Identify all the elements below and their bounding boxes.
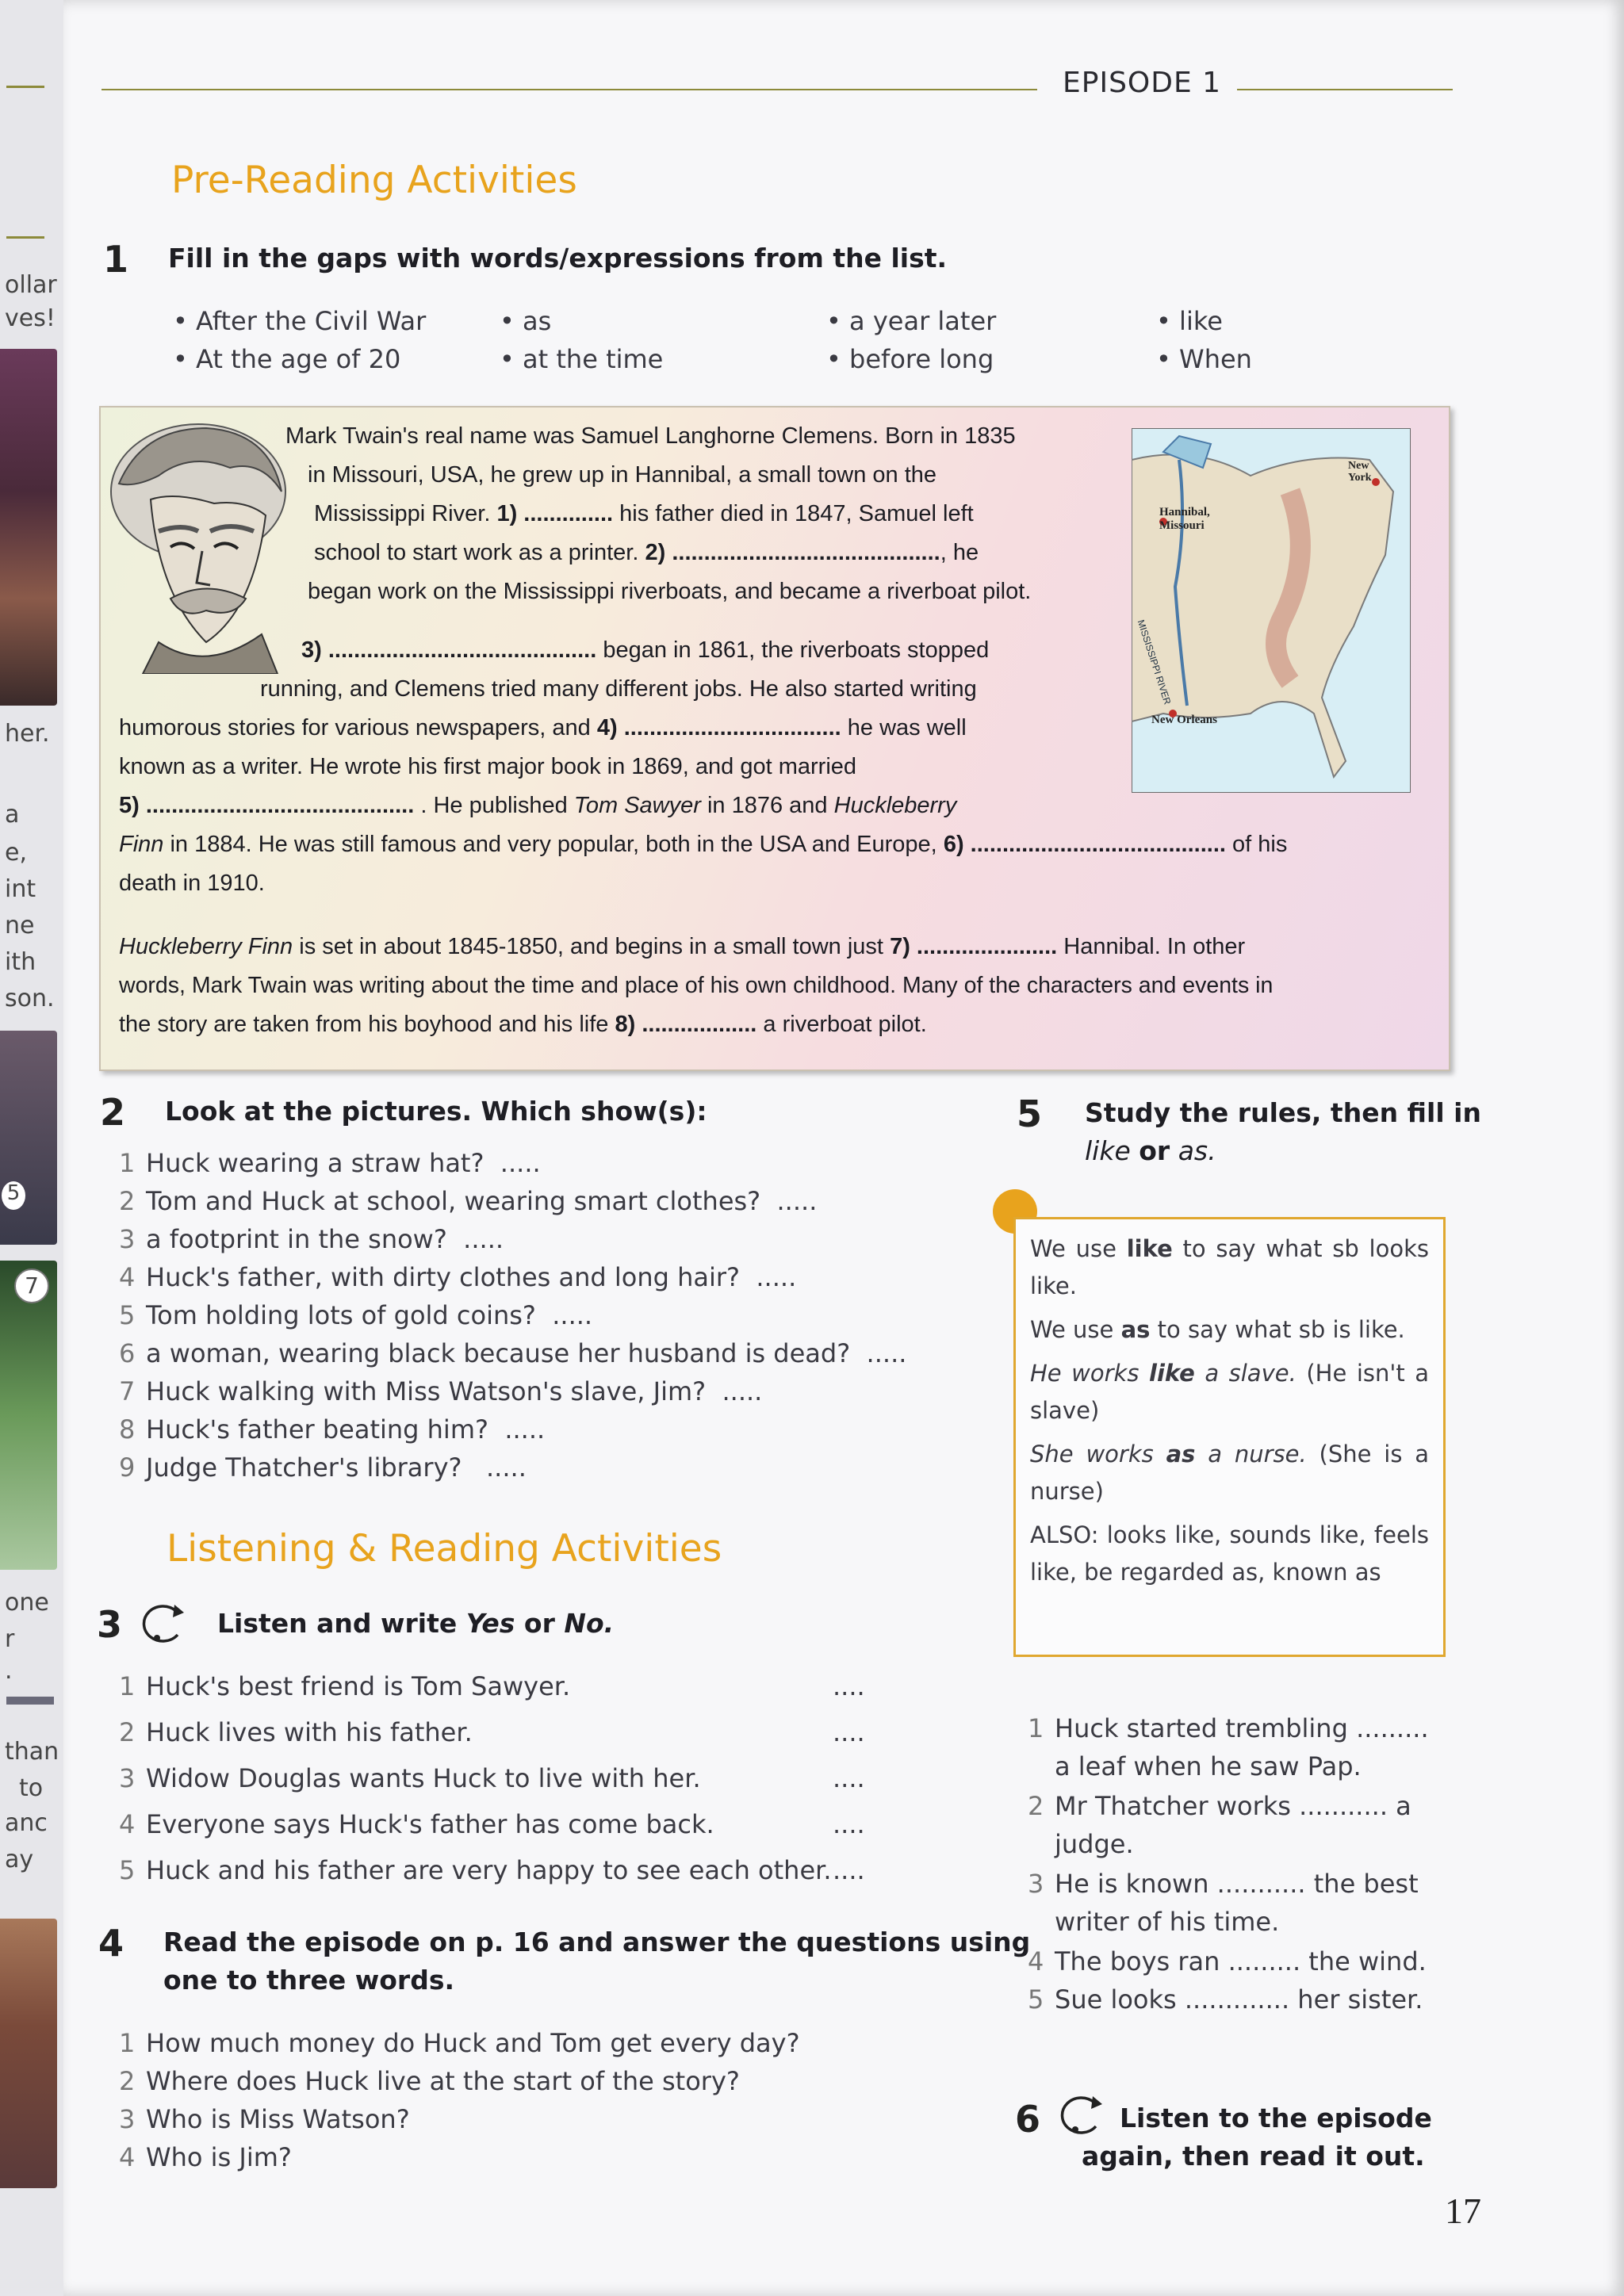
reading-line: 3) .......................................... began in 1861, the riverboats stopped — [301, 637, 990, 663]
listen-icon[interactable] — [1055, 2091, 1110, 2139]
list-item: 3 Who is Miss Watson? — [119, 2104, 410, 2134]
section-title-listening: Listening & Reading Activities — [167, 1527, 722, 1571]
list-item: 1 How much money do Huck and Tom get every day? — [119, 2028, 800, 2058]
strip-fragment: e, — [5, 839, 27, 867]
gap-3: .......................................... — [327, 637, 597, 663]
strip-fragment: ves! — [5, 304, 56, 332]
list-item: 3 a footprint in the snow? ..... — [119, 1224, 504, 1254]
list-item: 6 a woman, wearing black because her husband is dead? ..... — [119, 1338, 907, 1368]
list-item: 2 Tom and Huck at school, wearing smart clothes? ..... — [119, 1186, 818, 1216]
exercise-2-instruction: Look at the pictures. Which show(s): — [165, 1096, 707, 1127]
map-label-river: MISSISSIPPI RIVER — [1135, 618, 1174, 706]
gap-6: ........................................ — [970, 832, 1226, 857]
list-item: 3 He is known ........... the best writer of his time. — [1028, 1869, 1419, 1937]
answer-blank[interactable]: .... — [833, 1809, 865, 1839]
strip-fragment: than — [5, 1738, 59, 1766]
gap-7: ...................... — [916, 934, 1058, 959]
answer-blank[interactable]: .... — [833, 1855, 865, 1885]
strip-fragment: her. — [5, 720, 50, 748]
list-item: 1 Huck wearing a straw hat? ..... — [119, 1148, 541, 1178]
section-title-pre-reading: Pre-Reading Activities — [171, 159, 577, 202]
exercise-4-instruction: one to three words. — [163, 1965, 454, 1996]
map-label-neworleans: New Orleans — [1151, 714, 1217, 726]
episode-label: EPISODE 1 — [1063, 67, 1222, 99]
answer-blank[interactable]: .... — [833, 1763, 865, 1793]
strip-fragment: one — [5, 1589, 49, 1617]
word-list-item: • a year later — [826, 306, 997, 336]
strip-fragment: a — [5, 801, 20, 828]
map-label-hannibal: Hannibal, Missouri — [1159, 506, 1210, 532]
exercise-number-4: 4 — [98, 1922, 124, 1965]
word-list-item: • as — [500, 306, 552, 336]
reading-line: Huckleberry Finn is set in about 1845-1850, and begins in a small town just 7) ...................... Hannibal. In other — [119, 934, 1246, 959]
reading-line: began work on the Mississippi riverboats, and became a riverboat pilot. — [308, 579, 1032, 604]
exercise-number-2: 2 — [100, 1091, 126, 1134]
reading-line: in Missouri, USA, he grew up in Hannibal, a small town on the — [308, 462, 937, 488]
list-item: 1 Huck started trembling ......... a leaf when he saw Pap. — [1028, 1713, 1429, 1781]
mark-twain-portrait — [95, 412, 293, 674]
word-list-item: • After the Civil War — [173, 306, 427, 336]
grammar-rule-box — [1013, 1217, 1446, 1657]
list-item: 4 Who is Jim? — [119, 2142, 292, 2172]
list-item: 3 Widow Douglas wants Huck to live with her. — [119, 1763, 701, 1793]
exercise-number-1: 1 — [103, 238, 129, 281]
exercise-6-instruction: again, then read it out. — [1082, 2141, 1425, 2172]
exercise-6-instruction: Listen to the episode — [1120, 2103, 1432, 2133]
list-item: 5 Tom holding lots of gold coins? ..... — [119, 1300, 593, 1330]
reading-line: known as a writer. He wrote his first major book in 1869, and got married — [119, 754, 857, 779]
strip-photo — [0, 1031, 57, 1245]
list-item: 5 Sue looks ............. her sister. — [1028, 1984, 1423, 2015]
header-rule-left — [102, 89, 1037, 90]
list-item: 4 Everyone says Huck's father has come back. — [119, 1809, 714, 1839]
map-label-newyork: New York — [1348, 460, 1372, 484]
rule-line: We use like to say what sb looks like. — [1030, 1235, 1430, 1299]
reading-line: death in 1910. — [119, 871, 265, 896]
answer-blank[interactable]: .... — [833, 1717, 865, 1747]
strip-fragment: . — [5, 1657, 13, 1685]
rule-line: She works as a nurse. (She is a nurse) — [1030, 1441, 1430, 1505]
exercise-5-instruction: Study the rules, then fill in — [1085, 1097, 1481, 1128]
list-item: 2 Huck lives with his father. — [119, 1717, 473, 1747]
gap-8: .................. — [642, 1012, 757, 1037]
reading-line: Mississippi River. 1) .............. his father died in 1847, Samuel left — [314, 501, 974, 526]
exercise-4-instruction: Read the episode on p. 16 and answer the questions using — [163, 1927, 1031, 1957]
reading-line: humorous stories for various newspapers, and 4) .................................. he was well — [119, 715, 967, 740]
strip-photo-forest — [0, 1261, 57, 1570]
strip-rule — [6, 236, 44, 239]
gap-2: .......................................... — [672, 540, 940, 565]
strip-badge: 7 — [14, 1269, 49, 1303]
list-item: 5 Huck and his father are very happy to see each other. — [119, 1855, 832, 1885]
exercise-1-instruction: Fill in the gaps with words/expressions from the list. — [168, 243, 948, 274]
strip-photo-person — [0, 1919, 57, 2188]
rule-line: ALSO: looks like, sounds like, feels like, be regarded as, known as — [1030, 1521, 1429, 1586]
listen-icon[interactable] — [136, 1600, 192, 1647]
page-number: 17 — [1445, 2191, 1481, 2231]
strip-fragment: anc — [5, 1809, 48, 1837]
list-item: 7 Huck walking with Miss Watson's slave, Jim? ..... — [119, 1376, 763, 1406]
strip-photo-library — [0, 349, 57, 706]
strip-fragment: to — [19, 1774, 44, 1802]
reading-line: words, Mark Twain was writing about the time and place of his own childhood. Many of the characters and events in — [119, 973, 1274, 998]
rule-line: He works like a slave. (He isn't a slave) — [1030, 1360, 1430, 1424]
gap-5: .......................................... — [145, 793, 415, 818]
reading-line: running, and Clemens tried many different jobs. He also started writing — [260, 676, 977, 702]
exercise-5-instruction: like or as. — [1085, 1135, 1216, 1166]
word-list-item: • At the age of 20 — [173, 344, 401, 374]
strip-fragment: r — [5, 1625, 15, 1653]
reading-line: 5) .......................................... . He published Tom Sawyer in 1876 and Huckleberry — [119, 793, 957, 818]
exercise-number-6: 6 — [1015, 2098, 1041, 2141]
word-list-item: • before long — [826, 344, 994, 374]
adjacent-page-strip — [0, 0, 63, 2296]
exercise-3-instruction: Listen and write Yes or No. — [217, 1608, 615, 1639]
word-list-item: • When — [1156, 344, 1252, 374]
strip-fragment: int — [5, 875, 36, 903]
strip-rule — [6, 86, 44, 88]
gap-4: .................................. — [623, 715, 841, 740]
header-rule-right — [1237, 89, 1453, 90]
list-item: 9 Judge Thatcher's library? ..... — [119, 1452, 527, 1483]
answer-blank[interactable]: .... — [833, 1671, 865, 1701]
strip-badge: 5 — [2, 1181, 25, 1210]
word-list-item: • at the time — [500, 344, 664, 374]
rule-line: We use as to say what sb is like. — [1030, 1316, 1405, 1343]
list-item: 4 Huck's father, with dirty clothes and long hair? ..... — [119, 1262, 797, 1292]
list-item: 1 Huck's best friend is Tom Sawyer. — [119, 1671, 571, 1701]
strip-bar — [6, 1697, 54, 1705]
gap-1: .............. — [523, 501, 614, 526]
strip-fragment: ay — [5, 1846, 34, 1873]
reading-line: Finn in 1884. He was still famous and very popular, both in the USA and Europe, 6) ........................................ of his — [119, 832, 1288, 857]
word-list-item: • like — [1156, 306, 1223, 336]
exercise-number-3: 3 — [97, 1603, 123, 1646]
strip-fragment: ne — [5, 912, 35, 939]
exercise-number-5: 5 — [1017, 1093, 1043, 1135]
list-item: 2 Mr Thatcher works ........... a judge. — [1028, 1791, 1411, 1859]
list-item: 4 The boys ran ......... the wind. — [1028, 1946, 1427, 1976]
strip-fragment: ith — [5, 948, 36, 976]
list-item: 2 Where does Huck live at the start of the story? — [119, 2066, 740, 2096]
strip-fragment: son. — [5, 985, 55, 1012]
reading-line: Mark Twain's real name was Samuel Langhorne Clemens. Born in 1835 — [285, 423, 1016, 449]
reading-line: the story are taken from his boyhood and his life 8) .................. a riverboat pilot. — [119, 1012, 927, 1037]
list-item: 8 Huck's father beating him? ..... — [119, 1414, 546, 1445]
strip-fragment: ollar — [5, 271, 57, 299]
reading-line: school to start work as a printer. 2) .........................................., he — [314, 540, 979, 565]
